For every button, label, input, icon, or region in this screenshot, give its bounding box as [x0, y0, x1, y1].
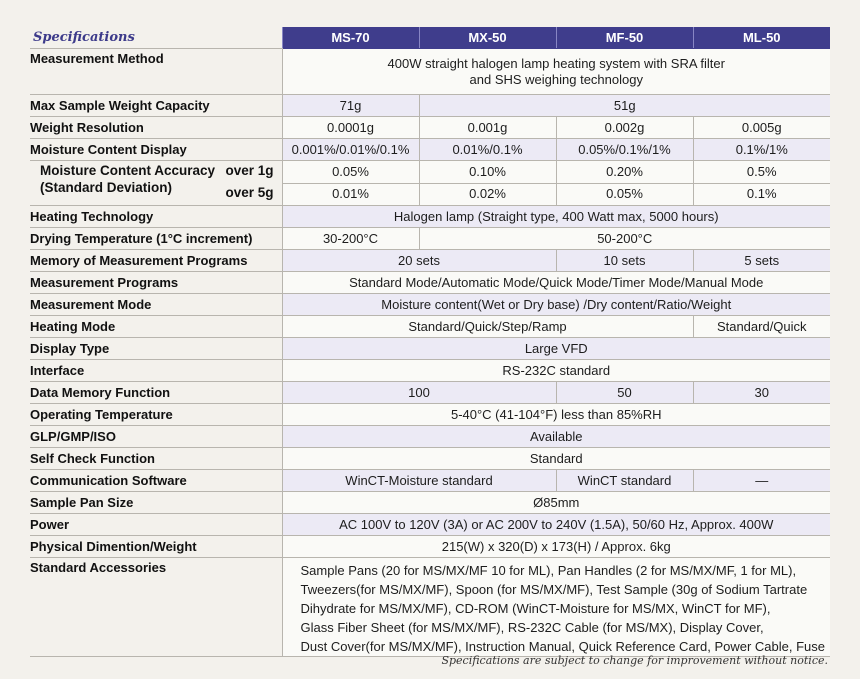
- measurement-method-line2: and SHS weighing technology: [469, 71, 643, 87]
- row-label: Communication Software: [30, 470, 282, 492]
- cell-value: 10 sets: [556, 250, 693, 272]
- cell-value: 0.0001g: [282, 117, 419, 139]
- row-heating-technology: [30, 206, 830, 228]
- cell-value: 0.02%: [419, 183, 556, 206]
- row-power: [30, 514, 830, 536]
- cell-value: Standard/Quick: [693, 316, 830, 338]
- cell-value: 5-40°C (41-104°F) less than 85%RH: [282, 404, 830, 426]
- accuracy-over-1g: over 1g: [225, 163, 274, 178]
- row-display-type: [30, 338, 830, 360]
- row-memory-programs: [30, 250, 830, 272]
- cell-value: 0.1%: [693, 183, 830, 206]
- cell-value: AC 100V to 120V (3A) or AC 200V to 240V (1.5A), 50/60 Hz, Approx. 400W: [282, 514, 830, 536]
- row-label: Heating Technology: [30, 206, 282, 228]
- cell-value: 0.20%: [556, 161, 693, 184]
- cell-value: 0.001g: [419, 117, 556, 139]
- row-physical-dimension: [30, 536, 830, 558]
- cell-value: Ø85mm: [282, 492, 830, 514]
- row-glp-gmp-iso: [30, 426, 830, 448]
- row-label: Self Check Function: [30, 448, 282, 470]
- cell-value: 20 sets: [282, 250, 556, 272]
- row-label: Power: [30, 514, 282, 536]
- cell-value: Standard: [282, 448, 830, 470]
- row-data-memory: [30, 382, 830, 404]
- row-label: Sample Pan Size: [30, 492, 282, 514]
- row-label: Display Type: [30, 338, 282, 360]
- row-label: Max Sample Weight Capacity: [30, 95, 282, 117]
- cell-value: 51g: [419, 95, 830, 117]
- row-label: Data Memory Function: [30, 382, 282, 404]
- row-label: Interface: [30, 360, 282, 382]
- row-accuracy-1g: [30, 161, 830, 184]
- model-header-ml50: ML-50: [693, 27, 830, 49]
- cell-value: 71g: [282, 95, 419, 117]
- row-interface: [30, 360, 830, 382]
- cell-value: 30-200°C: [282, 228, 419, 250]
- cell-value: 215(W) x 320(D) x 173(H) / Approx. 6kg: [282, 536, 830, 558]
- footnote: Specifications are subject to change for improvement without notice.: [441, 654, 828, 667]
- cell-value: 100: [282, 382, 556, 404]
- cell-value: 0.002g: [556, 117, 693, 139]
- accessories-line: Glass Fiber Sheet (for MS/MX/MF), RS-232C Cable (for MS/MX), Display Cover,: [300, 620, 764, 635]
- row-measurement-method: [30, 49, 830, 95]
- cell-value: 0.05%: [556, 183, 693, 206]
- row-heating-mode: [30, 316, 830, 338]
- cell-value: [282, 49, 830, 95]
- cell-value: Moisture content(Wet or Dry base) /Dry content/Ratio/Weight: [282, 294, 830, 316]
- model-header-mf50: MF-50: [556, 27, 693, 49]
- cell-value: 0.01%/0.1%: [419, 139, 556, 161]
- cell-value: 50-200°C: [419, 228, 830, 250]
- cell-value: 50: [556, 382, 693, 404]
- row-max-capacity: [30, 95, 830, 117]
- cell-value: Halogen lamp (Straight type, 400 Watt max, 5000 hours): [282, 206, 830, 228]
- cell-value: 0.001%/0.01%/0.1%: [282, 139, 419, 161]
- cell-value: Standard Mode/Automatic Mode/Quick Mode/Timer Mode/Manual Mode: [282, 272, 830, 294]
- cell-value: WinCT-Moisture standard: [282, 470, 556, 492]
- row-operating-temperature: [30, 404, 830, 426]
- cell-value: 0.05%/0.1%/1%: [556, 139, 693, 161]
- row-self-check: [30, 448, 830, 470]
- row-label: Physical Dimention/Weight: [30, 536, 282, 558]
- row-moisture-display: [30, 139, 830, 161]
- accuracy-over-5g: over 5g: [225, 185, 274, 200]
- header-row: [30, 27, 830, 49]
- accuracy-label: Moisture Content Accuracy: [40, 163, 216, 178]
- measurement-method-line1: 400W straight halogen lamp heating system with SRA filter: [387, 55, 725, 71]
- cell-value: 0.10%: [419, 161, 556, 184]
- table-title: Specifications: [30, 27, 282, 49]
- cell-value: 5 sets: [693, 250, 830, 272]
- accessories-cell: [282, 558, 830, 657]
- cell-value: Large VFD: [282, 338, 830, 360]
- row-measurement-programs: [30, 272, 830, 294]
- cell-value: RS-232C standard: [282, 360, 830, 382]
- row-resolution: [30, 117, 830, 139]
- cell-value: 0.5%: [693, 161, 830, 184]
- cell-value: 0.05%: [282, 161, 419, 184]
- cell-value: 0.1%/1%: [693, 139, 830, 161]
- row-label: Memory of Measurement Programs: [30, 250, 282, 272]
- row-communication-software: [30, 470, 830, 492]
- accessories-line: Dihydrate for MS/MX/MF), CD-ROM (WinCT-Moisture for MS/MX, WinCT for MF),: [300, 601, 771, 616]
- row-standard-accessories: [30, 558, 830, 657]
- row-label: GLP/GMP/ISO: [30, 426, 282, 448]
- row-label: Weight Resolution: [30, 117, 282, 139]
- row-measurement-mode: [30, 294, 830, 316]
- accuracy-label-cell: [30, 161, 282, 206]
- row-label: Measurement Method: [30, 49, 282, 95]
- cell-value: 0.005g: [693, 117, 830, 139]
- row-label: Drying Temperature (1°C increment): [30, 228, 282, 250]
- row-label: Heating Mode: [30, 316, 282, 338]
- row-label: Measurement Mode: [30, 294, 282, 316]
- accessories-line: Sample Pans (20 for MS/MX/MF 10 for ML), Pan Handles (2 for MS/MX/MF, 1 for ML),: [300, 563, 797, 578]
- cell-value: —: [693, 470, 830, 492]
- cell-value: WinCT standard: [556, 470, 693, 492]
- accuracy-sublabel: (Standard Deviation): [40, 180, 173, 195]
- accessories-line: Dust Cover(for MS/MX/MF), Instruction Manual, Quick Reference Card, Power Cable, Fuse: [300, 639, 826, 654]
- specifications-table: [30, 27, 830, 657]
- cell-value: Available: [282, 426, 830, 448]
- accessories-line: Tweezers(for MS/MX/MF), Spoon (for MS/MX/MF), Test Sample (30g of Sodium Tartrate: [300, 582, 808, 597]
- row-drying-temperature: [30, 228, 830, 250]
- model-header-ms70: MS-70: [282, 27, 419, 49]
- row-label: Moisture Content Display: [30, 139, 282, 161]
- cell-value: 0.01%: [282, 183, 419, 206]
- row-sample-pan-size: [30, 492, 830, 514]
- cell-value: 30: [693, 382, 830, 404]
- row-label: Measurement Programs: [30, 272, 282, 294]
- model-header-mx50: MX-50: [419, 27, 556, 49]
- row-label: Operating Temperature: [30, 404, 282, 426]
- cell-value: Standard/Quick/Step/Ramp: [282, 316, 693, 338]
- row-label: Standard Accessories: [30, 558, 282, 657]
